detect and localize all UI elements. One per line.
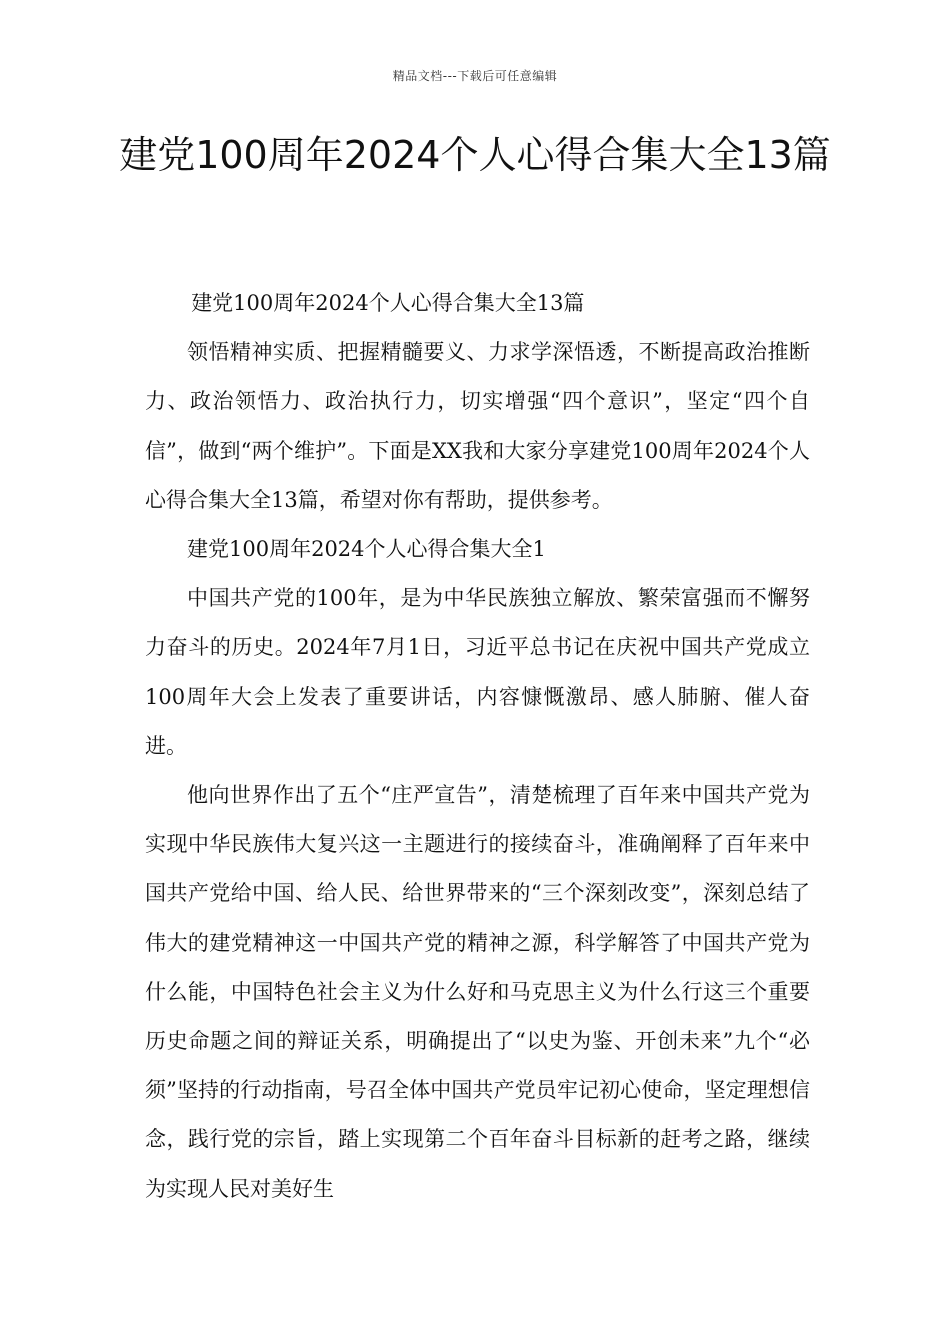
- header-note: 精品文档---下载后可任意编辑: [392, 69, 558, 83]
- intro-paragraph: 领悟精神实质、把握精髓要义、力求学深悟透，不断提高政治推断力、政治领悟力、政治执行力，切实增强“四个意识”，坚定“四个自信”，做到“两个维护”。下面是XX我和大家分享建党100周年2024个人心得合集大全13篇，希望对你有帮助，提供参考。: [145, 340, 810, 512]
- document-title: 建党100周年2024个人心得合集大全13篇: [119, 133, 831, 177]
- body-paragraph: 中国共产党的100年，是为中华民族独立解放、繁荣富强而不懈努力奋斗的历史。2024年7月1日，习近平总书记在庆祝中国共产党成立100周年大会上发表了重要讲话，内容慷慨激昂、感人肺腑、催人奋进。: [145, 586, 810, 758]
- document-body: [145, 279, 810, 1214]
- body-paragraph: 他向世界作出了五个“庄严宣告”，清楚梳理了百年来中国共产党为实现中华民族伟大复兴这一主题进行的接续奋斗，准确阐释了百年来中国共产党给中国、给人民、给世界带来的“三个深刻改变”，深刻总结了伟大的建党精神这一中国共产党的精神之源，科学解答了中国共产党为什么能，中国特色社会主义为什么好和马克思主义为什么行这三个重要历史命题之间的辩证关系，明确提出了“以史为鉴、开创未来”九个“必须”坚持的行动指南，号召全体中国共产党员牢记初心使命，坚定理想信念，践行党的宗旨，踏上实现第二个百年奋斗目标新的赶考之路，继续为实现人民对美好生: [145, 783, 810, 1201]
- subtitle-paragraph: 建党100周年2024个人心得合集大全13篇: [191, 291, 585, 315]
- section-heading: 建党100周年2024个人心得合集大全1: [187, 537, 546, 562]
